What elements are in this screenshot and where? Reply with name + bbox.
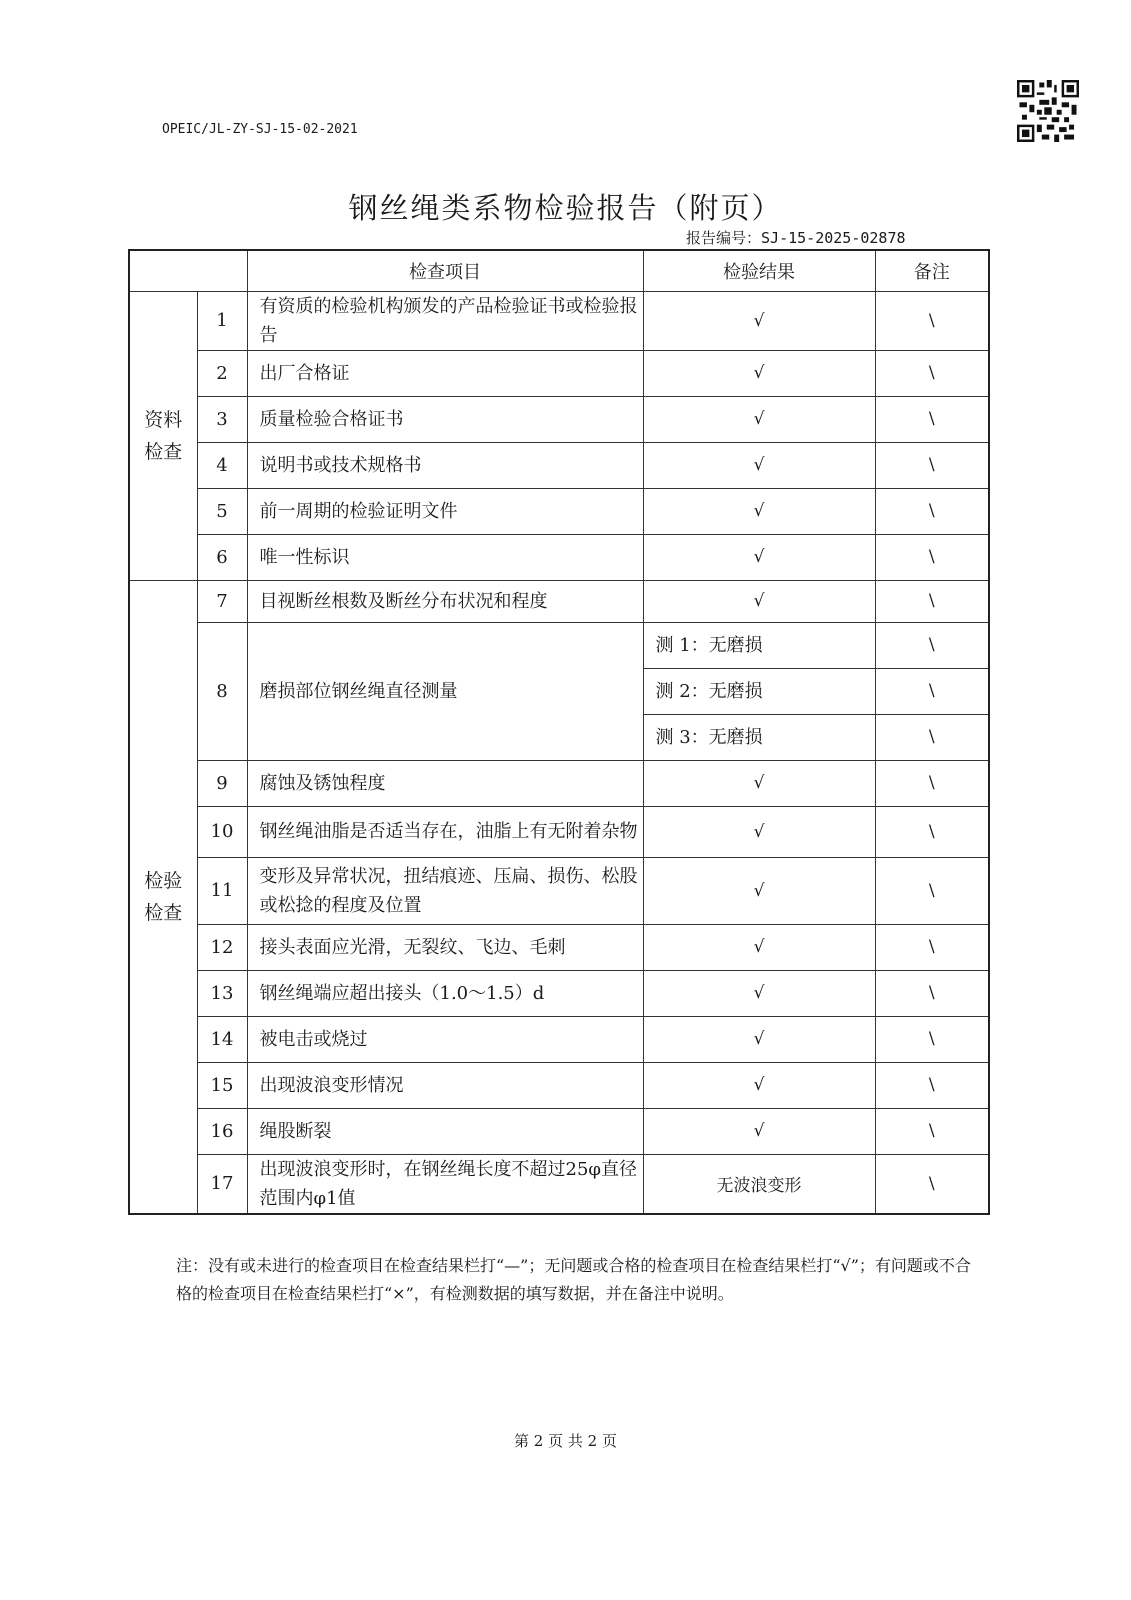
column-header-remark: 备注 bbox=[875, 250, 989, 291]
row-item: 质量检验合格证书 bbox=[247, 396, 643, 442]
row-number: 6 bbox=[197, 534, 247, 580]
row-remark: \ bbox=[875, 1062, 989, 1108]
row-remark: \ bbox=[875, 714, 989, 760]
row-result: √ bbox=[643, 396, 875, 442]
column-header-item: 检查项目 bbox=[247, 250, 643, 291]
report-number-label: 报告编号： bbox=[686, 229, 762, 247]
row-remark: \ bbox=[875, 668, 989, 714]
table-row bbox=[129, 622, 989, 668]
row-remark: \ bbox=[875, 1108, 989, 1154]
row-remark: \ bbox=[875, 760, 989, 806]
page-number: 第 2 页 共 2 页 bbox=[514, 1432, 617, 1450]
row-result: 测 2：无磨损 bbox=[643, 668, 875, 714]
row-remark: \ bbox=[875, 970, 989, 1016]
row-remark: \ bbox=[875, 442, 989, 488]
row-result: 测 3：无磨损 bbox=[643, 714, 875, 760]
table-row bbox=[129, 806, 989, 857]
row-item: 磨损部位钢丝绳直径测量 bbox=[247, 622, 643, 760]
row-remark: \ bbox=[875, 396, 989, 442]
row-remark: \ bbox=[875, 291, 989, 350]
row-result: √ bbox=[643, 580, 875, 622]
row-number: 9 bbox=[197, 760, 247, 806]
row-result: √ bbox=[643, 1016, 875, 1062]
row-item: 腐蚀及锈蚀程度 bbox=[247, 760, 643, 806]
row-result: √ bbox=[643, 857, 875, 924]
row-item: 出现波浪变形情况 bbox=[247, 1062, 643, 1108]
row-number: 5 bbox=[197, 488, 247, 534]
row-number: 1 bbox=[197, 291, 247, 350]
row-result: √ bbox=[643, 970, 875, 1016]
row-result: √ bbox=[643, 924, 875, 970]
row-item: 前一周期的检验证明文件 bbox=[247, 488, 643, 534]
row-remark: \ bbox=[875, 806, 989, 857]
row-number: 10 bbox=[197, 806, 247, 857]
row-number: 7 bbox=[197, 580, 247, 622]
page-title: 钢丝绳类系物检验报告（附页） bbox=[348, 191, 783, 225]
row-item: 接头表面应光滑，无裂纹、飞边、毛刺 bbox=[247, 924, 643, 970]
row-item: 被电击或烧过 bbox=[247, 1016, 643, 1062]
row-number: 8 bbox=[197, 622, 247, 760]
row-result: √ bbox=[643, 806, 875, 857]
row-number: 11 bbox=[197, 857, 247, 924]
row-result: √ bbox=[643, 488, 875, 534]
row-result: √ bbox=[643, 1062, 875, 1108]
row-result: √ bbox=[643, 534, 875, 580]
table-row bbox=[129, 1108, 989, 1154]
document-code: OPEIC/JL-ZY-SJ-15-02-2021 bbox=[162, 122, 358, 137]
table-row bbox=[129, 1154, 989, 1214]
row-item: 出厂合格证 bbox=[247, 350, 643, 396]
table-row bbox=[129, 534, 989, 580]
table-row bbox=[129, 488, 989, 534]
table-row bbox=[129, 350, 989, 396]
row-item: 钢丝绳端应超出接头（1.0～1.5）d bbox=[247, 970, 643, 1016]
row-remark: \ bbox=[875, 924, 989, 970]
row-remark: \ bbox=[875, 1016, 989, 1062]
group-label-inspection: 检验 检查 bbox=[129, 580, 197, 1214]
row-number: 16 bbox=[197, 1108, 247, 1154]
row-item: 钢丝绳油脂是否适当存在，油脂上有无附着杂物 bbox=[247, 806, 643, 857]
row-remark: \ bbox=[875, 580, 989, 622]
table-row bbox=[129, 396, 989, 442]
qr-code-icon bbox=[1017, 80, 1079, 142]
report-number-value: SJ-15-2025-02878 bbox=[761, 229, 906, 247]
header-blank-cell bbox=[129, 250, 247, 291]
row-result: √ bbox=[643, 291, 875, 350]
group-label-documents: 资料 检查 bbox=[129, 291, 197, 580]
row-result: √ bbox=[643, 1108, 875, 1154]
row-number: 2 bbox=[197, 350, 247, 396]
table-row bbox=[129, 1062, 989, 1108]
row-result: √ bbox=[643, 442, 875, 488]
row-number: 15 bbox=[197, 1062, 247, 1108]
report-number bbox=[686, 227, 906, 248]
row-number: 13 bbox=[197, 970, 247, 1016]
row-remark: \ bbox=[875, 534, 989, 580]
row-remark: \ bbox=[875, 1154, 989, 1214]
row-item: 有资质的检验机构颁发的产品检验证书或检验报告 bbox=[247, 291, 643, 350]
table-row bbox=[129, 760, 989, 806]
footnote: 注：没有或未进行的检查项目在检查结果栏打“—”；无问题或合格的检查项目在检查结果栏打“√”；有问题或不合格的检查项目在检查结果栏打“×”，有检测数据的填写数据，并在备注中说明。 bbox=[176, 1256, 971, 1303]
row-remark: \ bbox=[875, 857, 989, 924]
row-item: 目视断丝根数及断丝分布状况和程度 bbox=[247, 580, 643, 622]
row-number: 14 bbox=[197, 1016, 247, 1062]
row-result: 无波浪变形 bbox=[643, 1154, 875, 1214]
row-result: √ bbox=[643, 760, 875, 806]
row-item: 绳股断裂 bbox=[247, 1108, 643, 1154]
row-result: √ bbox=[643, 350, 875, 396]
row-item: 唯一性标识 bbox=[247, 534, 643, 580]
table-header-row bbox=[129, 250, 989, 291]
row-remark: \ bbox=[875, 622, 989, 668]
row-number: 17 bbox=[197, 1154, 247, 1214]
inspection-table bbox=[128, 249, 990, 1215]
table-row bbox=[129, 924, 989, 970]
row-number: 12 bbox=[197, 924, 247, 970]
table-row bbox=[129, 857, 989, 924]
table-row bbox=[129, 580, 989, 622]
column-header-result: 检验结果 bbox=[643, 250, 875, 291]
row-item: 变形及异常状况，扭结痕迹、压扁、损伤、松股或松捻的程度及位置 bbox=[247, 857, 643, 924]
table-row bbox=[129, 442, 989, 488]
table-row bbox=[129, 1016, 989, 1062]
row-result: 测 1：无磨损 bbox=[643, 622, 875, 668]
row-number: 3 bbox=[197, 396, 247, 442]
row-item: 出现波浪变形时，在钢丝绳长度不超过25φ直径范围内φ1值 bbox=[247, 1154, 643, 1214]
row-number: 4 bbox=[197, 442, 247, 488]
table-row bbox=[129, 970, 989, 1016]
row-remark: \ bbox=[875, 488, 989, 534]
row-item: 说明书或技术规格书 bbox=[247, 442, 643, 488]
table-row bbox=[129, 291, 989, 350]
row-remark: \ bbox=[875, 350, 989, 396]
